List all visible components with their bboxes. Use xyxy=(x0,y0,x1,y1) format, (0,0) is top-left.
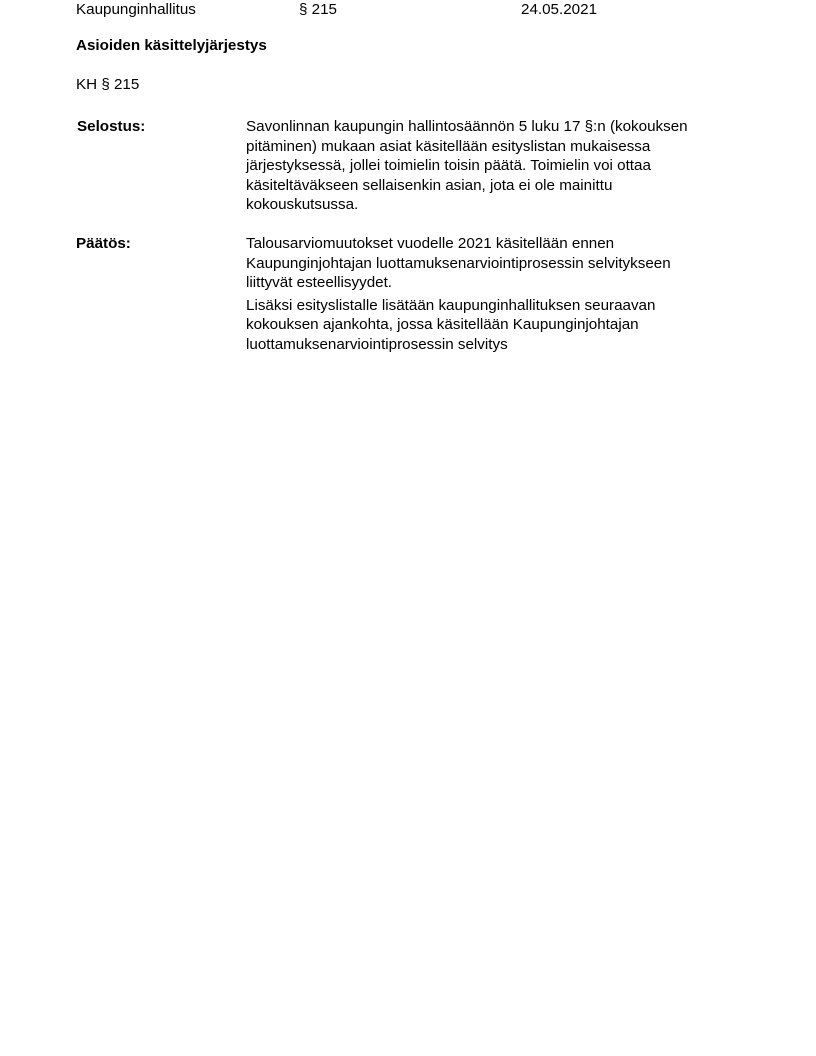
text-line: järjestyksessä, jollei toimielin toisin päätä. Toimielin voi ottaa xyxy=(246,157,651,174)
section-reference: KH § 215 xyxy=(76,76,140,93)
text-line: luottamuksenarviointiprosessin selvitys xyxy=(246,335,508,353)
text-line: pitäminen) mukaan asiat käsitellään esityslistan mukaisessa xyxy=(246,137,651,155)
text-line: Talousarviomuutokset vuodelle 2021 käsitellään ennen xyxy=(246,235,615,252)
text-line: Lisäksi esityslistalle lisätään kaupunginhallituksen seuraavan xyxy=(246,296,656,314)
paatos-text xyxy=(246,234,726,354)
document-title: Asioiden käsittelyjärjestys xyxy=(76,37,267,54)
header-date: 24.05.2021 xyxy=(521,1,598,18)
text-line: Savonlinnan kaupungin hallintosäännön 5 luku 17 §:n (kokouksen xyxy=(246,118,688,135)
header-section-number: § 215 xyxy=(299,1,338,18)
header-organization: Kaupunginhallitus xyxy=(76,1,196,18)
selostus-paragraph xyxy=(246,117,726,215)
paatos-paragraph-1 xyxy=(246,234,726,293)
selostus-label: Selostus: xyxy=(77,118,146,135)
text-line: Kaupunginjohtajan luottamuksenarviointiprosessin selvitykseen xyxy=(246,254,671,272)
paatos-paragraph-2 xyxy=(246,296,726,355)
text-line: käsiteltäväkseen sellaisenkin asian, jota ei ole mainittu xyxy=(246,176,613,194)
text-line: kokouskutsussa. xyxy=(246,196,359,213)
text-line: liittyvät esteellisyydet. xyxy=(246,274,393,291)
text-line: kokouksen ajankohta, jossa käsitellään Kaupunginjohtajan xyxy=(246,316,639,333)
paatos-label: Päätös: xyxy=(76,235,131,252)
selostus-text xyxy=(246,117,726,215)
